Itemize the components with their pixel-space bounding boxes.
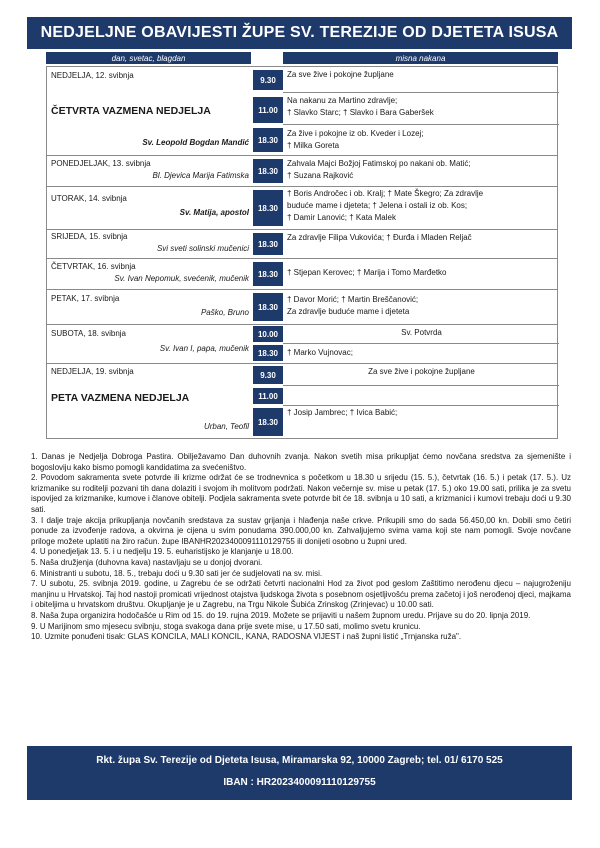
bulletin-title: NEDJELJNE OBAVIJESTI ŽUPE SV. TEREZIJE OD DJETETA ISUSA	[27, 17, 572, 49]
parish-address: Rkt. župa Sv. Terezije od Djeteta Isusa, Miramarska 92, 10000 Zagreb; tel. 01/ 6170 525	[96, 755, 503, 766]
mass-time: 18.30	[253, 128, 283, 152]
saint-label: Sv. Ivan Nepomuk, svećenik, mučenik	[114, 274, 249, 283]
mass-time: 18.30	[253, 262, 283, 286]
intention-line: † Damir Lanović; † Kata Malek	[287, 213, 396, 222]
intention-line: † Marko Vujnovac;	[287, 348, 353, 357]
day-cell	[47, 156, 253, 186]
announcement-item: 3. I dalje traje akcija prikupljanja novčanih sredstava za sustav grijanja i hlađenja naše crkve. Prikupili smo do sada 56.450,00 kn. Dobili smo četiri ponude za izvođenje radova, a okvirna je cijena u svim ponudama 390.000,00 kn. Zahvaljujemo svima vama koji ste nam pomogli. Svoje novčane priloge možete uplatiti na žiro račun. župe IBANHR2023400091110129755 ili donijeti osobno u župni ured.	[31, 515, 571, 546]
saint-label: Paško, Bruno	[200, 308, 249, 317]
intention-line: Za sve žive i pokojne župljane	[368, 367, 475, 376]
announcement-item: 10. Uzmite ponuđeni tisak: GLAS KONCILA, MALI KONCIL, KANA, RADOSNA VIJEST i naš župni listić „Trnjanska ruža".	[31, 632, 462, 642]
intention-line: † Josip Jambrec; † Ivica Babić;	[287, 408, 398, 417]
day-label: NEDJELJA, 19. svibnja	[51, 367, 134, 376]
mass-time: 9.30	[253, 366, 283, 384]
schedule-row-tuesday	[46, 187, 558, 230]
saint-label: Sv. Leopold Bogdan Mandić	[142, 138, 249, 147]
schedule-row-sunday-12	[46, 66, 558, 156]
day-label: PONEDJELJAK, 13. svibnja	[51, 159, 151, 168]
schedule-row-sunday-19	[46, 364, 558, 439]
mass-time: 11.00	[253, 388, 283, 404]
intention-line: Za sve žive i pokojne župljane	[287, 70, 394, 79]
intention-line: † Boris Andročec i ob. Kralj; † Mate Škegro; Za zdravlje	[287, 189, 484, 198]
day-label: SRIJEDA, 15. svibnja	[51, 232, 128, 241]
announcement-item: 8. Naša župa organizira hodočašće u Rim od 15. do 19. rujna 2019. Možete se prijaviti u našem župnom uredu. Prijave su do 20. lipnja 2019.	[31, 610, 531, 620]
intention-line: Zahvala Majci Božjoj Fatimskoj po nakani ob. Matić;	[287, 159, 471, 168]
announcement-item: 2. Povodom sakramenta svete potvrde ili krizme održat će se trodnevnica s početkom u 18.30 u srijedu (15. 5.), četvrtak (16. 5.) i petak (17. 5.). Uz krizmanike su roditelji pozvani tih dana dolaziti i svojom ih molitvom podržati. Nakon večernje sv. mise u petak (17. 5.) oko 19.00 sati, prilika je za svetu ispovijed za krizmanike, kumove i članove obitelji. Podjela sakramenta svete potvrde bit će 18. svibnja u 10 sati, a krizmanici i kumovi trebaju doći u 9.30 sati.	[31, 473, 571, 514]
announcement-item: 6. Ministranti u subotu, 18. 5., trebaju doći u 9.30 sati jer će sudjelovati na sv. misi.	[31, 568, 323, 578]
saint-label: Bl. Djevica Marija Fatimska	[152, 171, 249, 180]
intention-line: † Suzana Rajković	[287, 171, 354, 180]
day-label: SUBOTA, 18. svibnja	[51, 329, 126, 338]
announcements	[31, 452, 571, 643]
intention-line: † Davor Morić; † Martin Breščanović;	[287, 295, 419, 304]
intention-line: Za zdravlje buduće mame i djeteta	[287, 307, 410, 316]
column-header-intention: misna nakana	[283, 52, 558, 64]
intention-cell	[283, 67, 559, 155]
schedule-row-friday	[46, 290, 558, 325]
saint-label: Sv. Ivan I, papa, mučenik	[159, 344, 249, 353]
mass-time: 18.30	[253, 293, 283, 321]
sunday-name: ČETVRTA VAZMENA NEDJELJA	[51, 105, 211, 117]
mass-time: 18.30	[253, 233, 283, 255]
mass-time: 10.00	[253, 326, 283, 342]
saint-label: Urban, Teofil	[203, 422, 249, 431]
parish-iban: IBAN : HR2023400091110129755	[223, 777, 376, 788]
intention-line: Za žive i pokojne iz ob. Kveder i Lozej;	[287, 129, 424, 138]
intention-line: Sv. Potvrda	[401, 328, 442, 337]
mass-time: 18.30	[253, 345, 283, 361]
mass-schedule-table	[46, 66, 558, 439]
mass-time: 9.30	[253, 70, 283, 90]
intention-line: † Stjepan Kerovec; † Marija i Tomo Marđetko	[287, 268, 447, 277]
schedule-row-monday	[46, 156, 558, 187]
sunday-name: PETA VAZMENA NEDJELJA	[51, 392, 190, 404]
saint-label: Sv. Matija, apostol	[179, 208, 249, 217]
mass-time: 18.30	[253, 408, 283, 436]
day-label: ČETVRTAK, 16. svibnja	[51, 262, 136, 271]
day-cell	[47, 67, 253, 155]
schedule-row-thursday	[46, 259, 558, 290]
day-label: NEDJELJA, 12. svibnja	[51, 71, 134, 80]
intention-line: Na nakanu za Martino zdravlje;	[287, 96, 398, 105]
announcement-item: 7. U subotu, 25. svibnja 2019. godine, u Zagrebu će se održati četvrti nacionalni Hod za život pod geslom Zaštitimo nerođenu djecu – najugroženiju manjinu u Hrvatskoj. Taj hod nastoji promicati vrijednost otajstva ljudskoga života s posebnom osjetljivošću prema začetoj i još nerođenoj djeci, majkama i obiteljima u hrvatskom društvu. Okupljanje je u Zagrebu, na Trgu Nikole Šubića Zrinskog (Zrinjevac) u 10.00 sati.	[31, 579, 571, 610]
announcement-item: 4. U ponedjeljak 13. 5. i u nedjelju 19. 5. euharistijsko je klanjanje u 18.00.	[31, 547, 294, 557]
day-label: PETAK, 17. svibnja	[51, 294, 120, 303]
schedule-row-saturday	[46, 325, 558, 364]
column-header-day: dan, svetac, blagdan	[46, 52, 251, 64]
intention-line: † Slavko Starc; † Slavko i Bara Gaberšek	[287, 108, 434, 117]
time-cell	[253, 67, 283, 155]
mass-time: 18.30	[253, 190, 283, 226]
day-label: UTORAK, 14. svibnja	[51, 194, 127, 203]
intention-line: Za zdravlje Filipa Vukovića; † Đurđa i Mladen Reljač	[287, 233, 472, 242]
intention-line: buduće mame i djeteta; † Jelena i ostali iz ob. Kos;	[287, 201, 468, 210]
announcement-item: 5. Naša družjenja (duhovna kava) nastavljaju se u donjoj dvorani.	[31, 557, 263, 567]
parish-contact-footer	[27, 746, 572, 800]
mass-time: 18.30	[253, 159, 283, 183]
saint-label: Svi sveti solinski mučenici	[156, 244, 249, 253]
mass-time: 11.00	[253, 97, 283, 123]
intention-line: † Milka Goreta	[287, 141, 340, 150]
schedule-row-wednesday	[46, 230, 558, 259]
announcement-item: 9. U Marijinom smo mjesecu svibnju, stoga svakoga dana prije svete mise, u 17.50 sati, molimo svetu krunicu.	[31, 621, 421, 631]
announcement-item: 1. Danas je Nedjelja Dobroga Pastira. Obilježavamo Dan duhovnih zvanja. Nakon svetih misa prikupljat ćemo novčana sredstva za sjemenište i bogosloviju kako bismo pomogli kandidatima za svećeništvo.	[31, 452, 571, 472]
